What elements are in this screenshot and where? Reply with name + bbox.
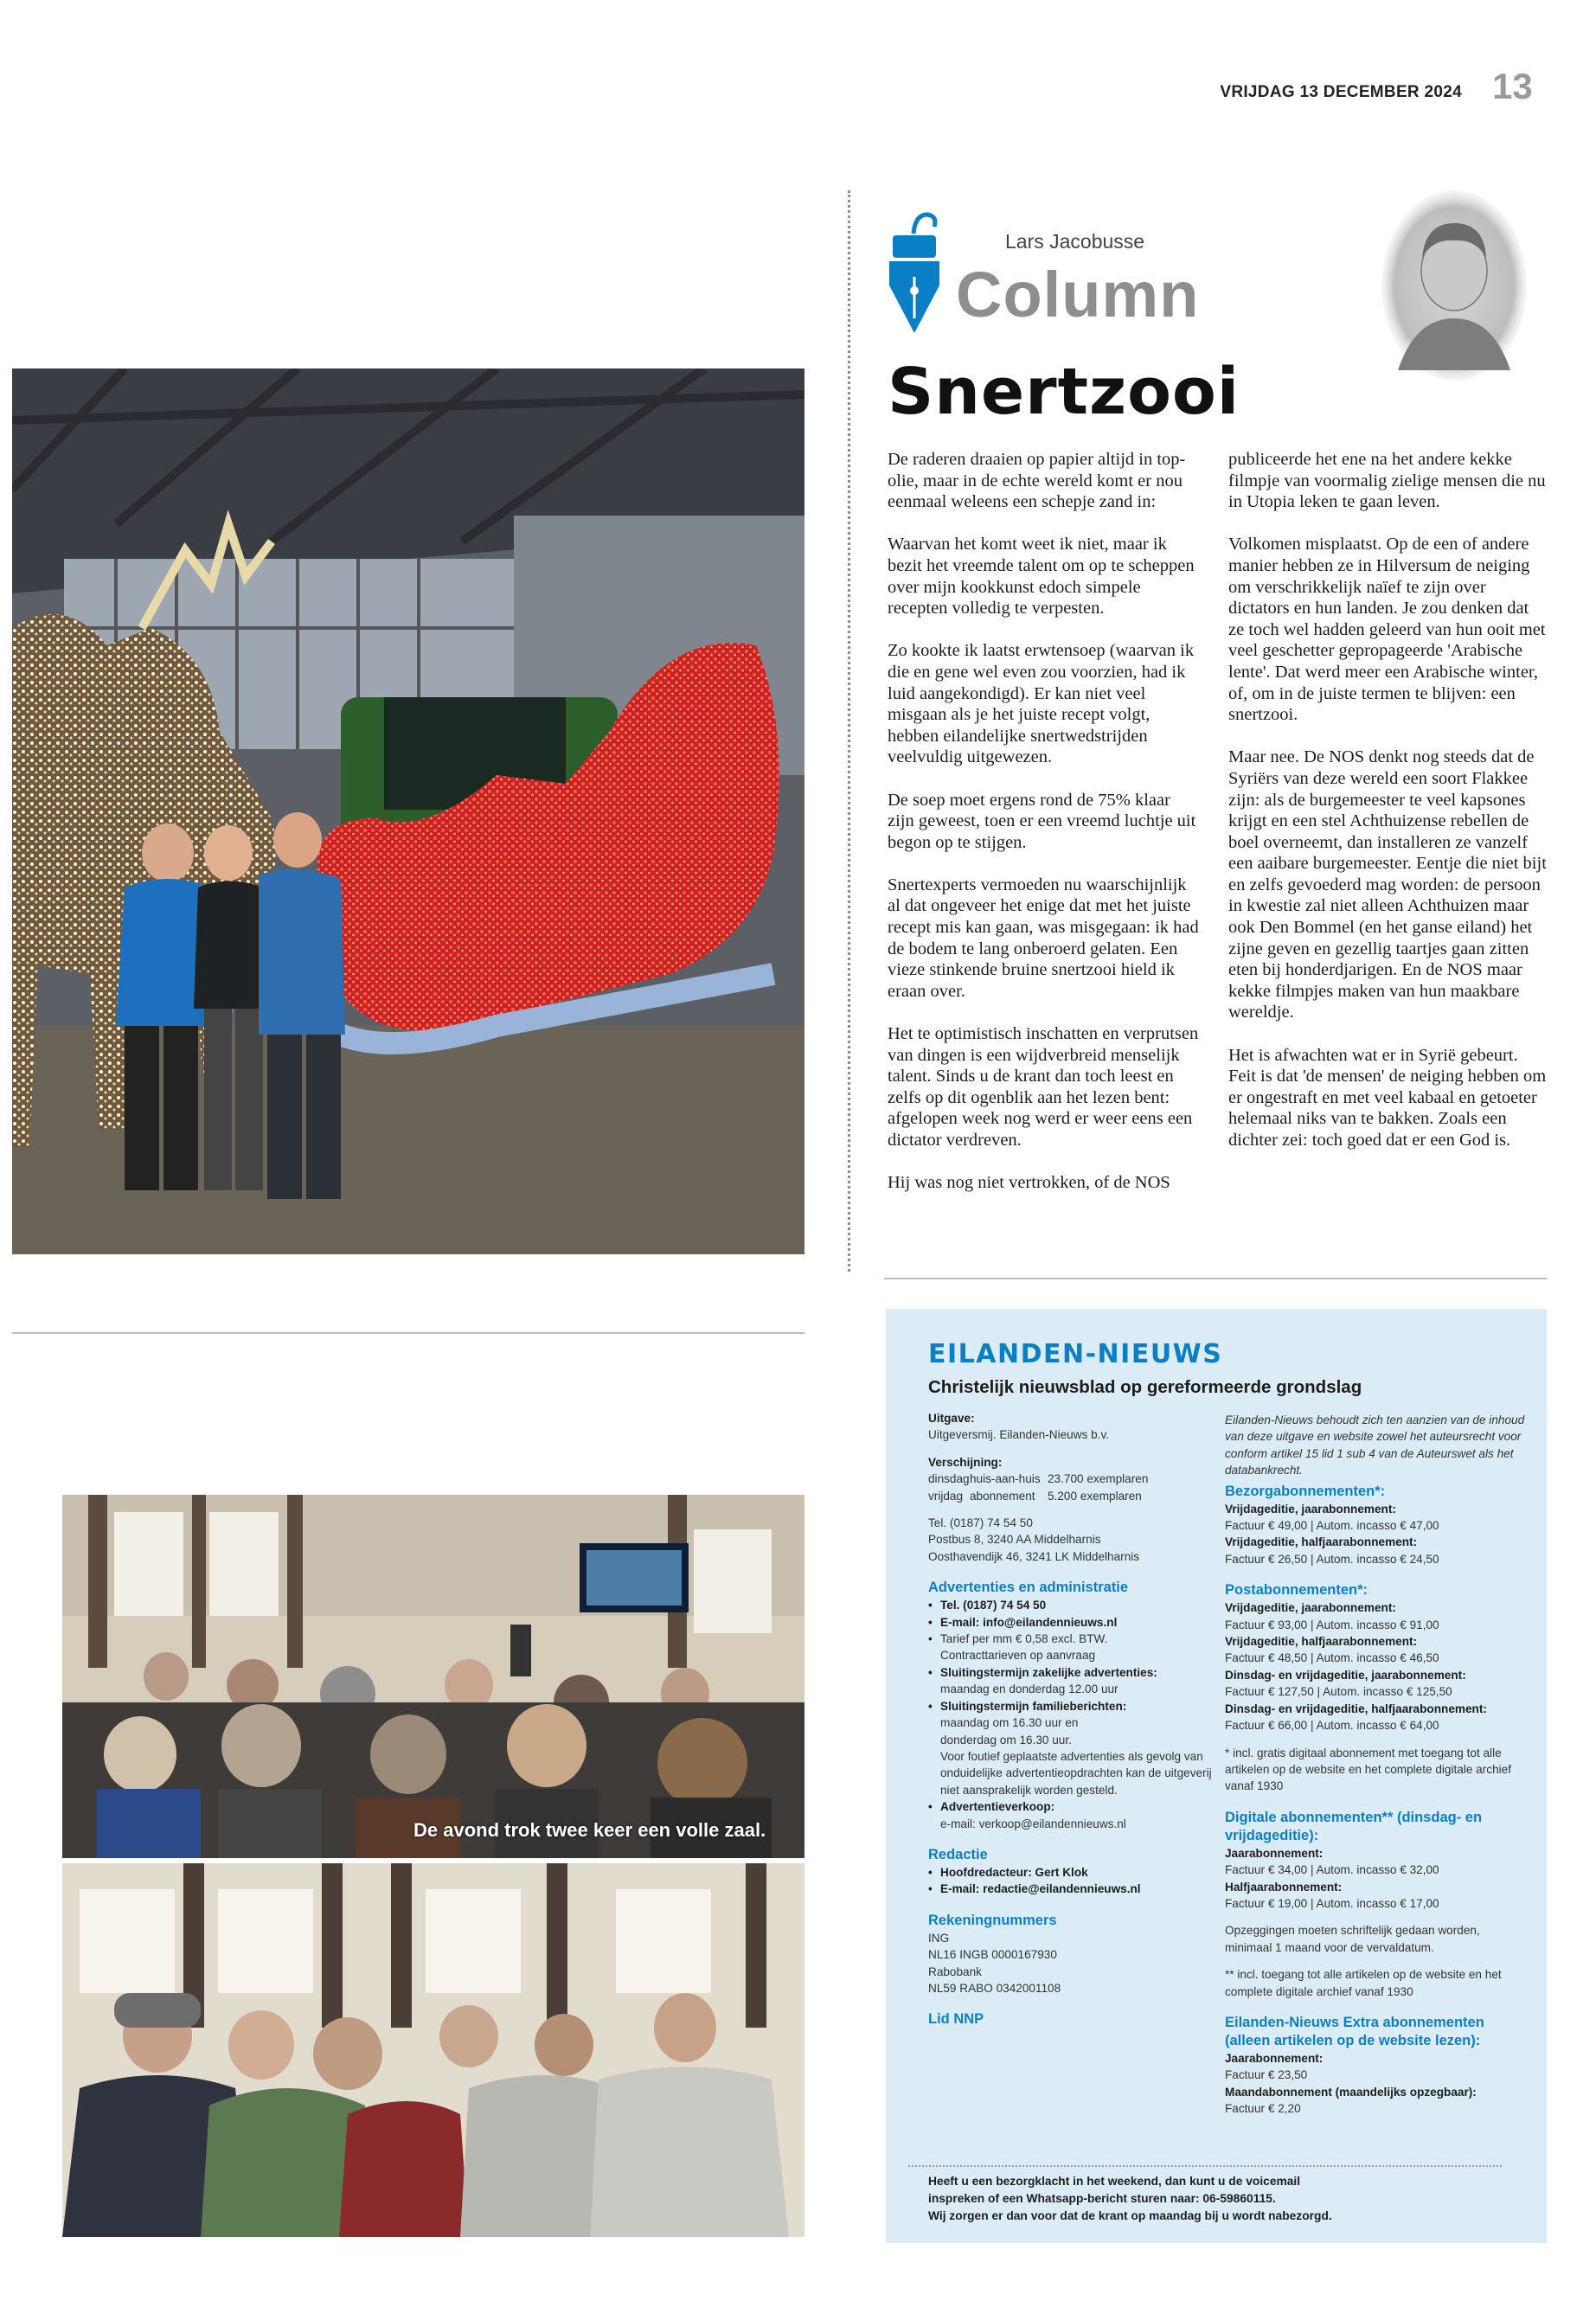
- price-value: Factuur € 48,50 | Autom. incasso € 46,50: [1225, 1651, 1439, 1665]
- account-line: ING: [928, 1931, 950, 1945]
- colophon-left: [928, 1410, 1214, 2029]
- account-line: NL59 RABO 0342001108: [928, 1981, 1061, 1995]
- issue-date: VRIJDAG 13 DECEMBER 2024: [1220, 83, 1462, 101]
- photo-audience: [62, 1495, 804, 1858]
- paragraph: Het is afwachten wat er in Syrië gebeurt. Feit is dat 'de mensen' de neiging hebben om er ongestraft en met veel kabaal en getoeter helemaal niks van te bakken. Zoals een dichter zei: toch goed dat er een God is.: [1228, 1045, 1547, 1150]
- list-item: • Tel. (0187) 74 54 50: [928, 1597, 1214, 1613]
- article-column-1: [888, 449, 1201, 1215]
- account-line: Rabobank: [928, 1965, 982, 1978]
- list-item: • Tarief per mm € 0,58 excl. BTW.: [928, 1631, 1214, 1647]
- section-heading: Bezorgabonnementen*:: [1225, 1483, 1386, 1499]
- price-value: Factuur € 2,20: [1225, 2102, 1301, 2116]
- list-item[interactable]: • E-mail: info@eilandennieuws.nl: [928, 1614, 1214, 1631]
- price-label: Halfjaarabonnement:: [1225, 1880, 1343, 1894]
- price-value: Factuur € 93,00 | Autom. incasso € 91,00: [1225, 1618, 1439, 1631]
- horizontal-divider: [12, 1332, 804, 1334]
- list-item: • Sluitingstermijn zakelijke advertenties:: [928, 1664, 1214, 1681]
- day: vrijdag: [928, 1489, 964, 1503]
- count: 5.200 exemplaren: [1048, 1489, 1142, 1503]
- count: 23.700 exemplaren: [1048, 1472, 1149, 1486]
- footer-line: Heeft u een bezorgklacht in het weekend, dan kunt u de voicemail: [928, 2175, 1301, 2188]
- paragraph: Waarvan het komt weet ik niet, maar ik bezit het vreemde talent om op te scheppen over mijn kookkunst edoch simpele recepten volledig te verpesten.: [888, 535, 1195, 619]
- section-heading: Redactie: [928, 1846, 988, 1862]
- label: Verschijning:: [928, 1455, 1003, 1469]
- colophon-right: [1225, 1412, 1528, 2118]
- label: Uitgave:: [928, 1412, 975, 1425]
- section-heading: Rekeningnummers: [928, 1912, 1057, 1928]
- author-portrait: [1381, 189, 1528, 382]
- newspaper-tagline: Christelijk nieuwsblad op gereformeerde grondslag: [928, 1377, 1362, 1397]
- footnote: ** incl. toegang tot alle artikelen op de website en het complete digitale archief vanaf 1930: [1225, 1968, 1502, 1998]
- list-item-detail: maandag om 16.30 uur en: [940, 1716, 1079, 1730]
- edition-row: [928, 1471, 1214, 1487]
- list-item-detail: donderdag om 16.30 uur.: [940, 1733, 1072, 1747]
- colophon-footer: [928, 2173, 1534, 2225]
- photo-christmas-sleigh: [12, 369, 804, 1254]
- page-number: 13: [1492, 66, 1533, 106]
- publisher: Uitgeversmij. Eilanden-Nieuws b.v.: [928, 1428, 1110, 1442]
- list-item-detail: Contracttarieven op aanvraag: [940, 1649, 1096, 1663]
- list-item-detail[interactable]: e-mail: verkoop@eilandennieuws.nl: [940, 1817, 1126, 1830]
- newspaper-logo: EILANDEN-NIEUWS: [928, 1339, 1223, 1369]
- cancellation-note: Opzeggingen moeten schriftelijk gedaan worden, minimaal 1 maand voor de vervaldatum.: [1225, 1924, 1480, 1954]
- type: abonnement: [970, 1489, 1035, 1503]
- column-title: Snertzooi: [888, 355, 1240, 429]
- paragraph: Het te optimistisch inschatten en verprutsen van dingen is een wijdverbreid menselijk talent. Sinds u de krant dan toch leest en zelfs op dit ogenblik aan het lezen bent: afgelopen week nog werd er weer eens een dictator verdreven.: [888, 1024, 1199, 1150]
- paragraph: Maar nee. De NOS denkt nog steeds dat de Syriërs van deze wereld een soort Flakkee zijn: als de burgemeester te veel kapsones krijgt en een stel Achthuizense rebellen de boel overneemt, dan installeren ze vanzelf een aaibare burgemeester. Eentje die niet bijt en zelfs gevoederd mag worden: de persoon in kwestie zal niet alleen Achthuizen maar ook Den Bommel (en het ganse eiland) het zijne geven en gezellig taartjes gaan zitten eten bij honderdjarigen. En de NOS maar kekke filmpjes maken van hun maakbare wereldje.: [1228, 747, 1547, 1022]
- edition-row: [928, 1488, 1214, 1504]
- pen-icon: [884, 208, 945, 337]
- list-item[interactable]: • E-mail: redactie@eilandennieuws.nl: [928, 1881, 1214, 1897]
- section-heading: Advertenties en administratie: [928, 1580, 1129, 1596]
- list-item-detail: Voor foutief geplaatste advertenties als gevolg van onduidelijke advertentieopdrachten kan de uitgeverij niet aansprakelijk worden gesteld.: [940, 1749, 1212, 1797]
- price-value: Factuur € 34,00 | Autom. incasso € 32,00: [1225, 1863, 1439, 1877]
- vertical-divider: [848, 190, 850, 1272]
- list-item: • Advertentieverkoop:: [928, 1798, 1214, 1815]
- price-value: Factuur € 66,00 | Autom. incasso € 64,00: [1225, 1719, 1439, 1733]
- section-heading: Lid NNP: [928, 2011, 984, 2028]
- paragraph: Zo kookte ik laatst erwtensoep (waarvan ik die en gene wel even zou voorzien, had ik luid aangekondigd). Er kan niet veel misgaan als je het juiste recept volgt, hebben eilandelijke snertwedstrijden veelvuldig uitgewezen.: [888, 641, 1195, 767]
- footer-line: inspreken of een Whatsapp-bericht sturen naar: 06-59860115.: [928, 2192, 1276, 2205]
- contact-line: Postbus 8, 3240 AA Middelharnis: [928, 1533, 1101, 1547]
- price-label: Dinsdag- en vrijdageditie, jaarabonnement:: [1225, 1668, 1466, 1682]
- account-line: NL16 INGB 0000167930: [928, 1948, 1057, 1962]
- paragraph: Snertexperts vermoeden nu waarschijnlijk al dat ongeveer het enige dat met het juiste recept mis kan gaan, was misgegaan: ik had de bodem te lang onberoerd gelaten. Een vieze stinkende bruine snertzooi hield ik eraan over.: [888, 875, 1199, 1001]
- price-label: Dinsdag- en vrijdageditie, halfjaarabonnement:: [1225, 1702, 1487, 1715]
- contact-line: Oosthavendijk 46, 3241 LK Middelharnis: [928, 1549, 1140, 1563]
- paragraph: Hij was nog niet vertrokken, of de NOS: [888, 1173, 1170, 1193]
- price-label: Jaarabonnement:: [1225, 2051, 1324, 2065]
- contact-line: Tel. (0187) 74 54 50: [928, 1516, 1033, 1530]
- list-item: • Sluitingstermijn familieberichten:: [928, 1698, 1214, 1715]
- price-value: Factuur € 26,50 | Autom. incasso € 24,50: [1225, 1552, 1439, 1566]
- section-heading: Postabonnementen*:: [1225, 1582, 1368, 1599]
- price-value: Factuur € 19,00 | Autom. incasso € 17,00: [1225, 1896, 1439, 1910]
- copyright-note: Eilanden-Nieuws behoudt zich ten aanzien van de inhoud van deze uitgave en website zowel het auteursrecht voor conform artikel 15 lid 1 sub 4 van de Auteurswet als het databankrecht.: [1225, 1413, 1525, 1477]
- article-column-2: [1228, 449, 1548, 1172]
- price-label: Vrijdageditie, jaarabonnement:: [1225, 1601, 1396, 1615]
- price-value: Factuur € 127,50 | Autom. incasso € 125,50: [1225, 1685, 1452, 1699]
- photo-crowd: [62, 1863, 804, 2237]
- column-kicker: Column: [956, 259, 1200, 330]
- price-label: Maandabonnement (maandelijks opzegbaar):: [1225, 2085, 1477, 2099]
- paragraph: publiceerde het ene na het andere kekke filmpje van voormalig zielige mensen die nu in Utopia leken te gaan leven.: [1228, 450, 1546, 512]
- price-label: Vrijdageditie, halfjaarabonnement:: [1225, 1635, 1418, 1649]
- section-heading: Digitale abonnementen** (dinsdag- en vrijdageditie):: [1225, 1809, 1483, 1843]
- list-item: • Hoofdredacteur: Gert Klok: [928, 1864, 1214, 1881]
- price-label: Jaarabonnement:: [1225, 1846, 1324, 1860]
- price-label: Vrijdageditie, halfjaarabonnement:: [1225, 1535, 1418, 1549]
- photo-caption: De avond trok twee keer een volle zaal.: [413, 1819, 766, 1841]
- day: dinsdag: [928, 1472, 970, 1486]
- column-author: Lars Jacobusse: [1005, 230, 1145, 253]
- colophon-divider: [908, 2165, 1502, 2167]
- price-label: Vrijdageditie, jaarabonnement:: [1225, 1502, 1396, 1516]
- list-item-detail: maandag en donderdag 12.00 uur: [940, 1682, 1118, 1696]
- footer-line: Wij zorgen er dan voor dat de krant op maandag bij u wordt nabezorgd.: [928, 2209, 1332, 2222]
- paragraph: De soep moet ergens rond de 75% klaar zijn geweest, toen er een vreemd luchtje uit begon op te stijgen.: [888, 790, 1196, 852]
- type: huis-aan-huis: [970, 1472, 1041, 1486]
- price-value: Factuur € 23,50: [1225, 2068, 1308, 2082]
- horizontal-divider: [884, 1278, 1547, 1279]
- paragraph: Volkomen misplaatst. Op de een of andere manier hebben ze in Hilversum de neiging om verschrikkelijk naïef te zijn over dictators en hun landen. Je zou denken dat ze toch wel hadden geleerd van hun ooit met veel geschetter gepropageerde 'Arabische lente'. Dat werd meer een Arabische winter, of, om in de juiste termen te blijven: een snertzooi.: [1228, 535, 1546, 725]
- section-heading: Eilanden-Nieuws Extra abonnementen (alleen artikelen op de website lezen):: [1225, 2014, 1484, 2048]
- price-value: Factuur € 49,00 | Autom. incasso € 47,00: [1225, 1519, 1439, 1533]
- footnote: * incl. gratis digitaal abonnement met toegang tot alle artikelen op de website en het complete digitale archief vanaf 1930: [1225, 1746, 1511, 1793]
- paragraph: De raderen draaien op papier altijd in top-olie, maar in de echte wereld komt er nou eenmaal weleens een schepje zand in:: [888, 450, 1186, 512]
